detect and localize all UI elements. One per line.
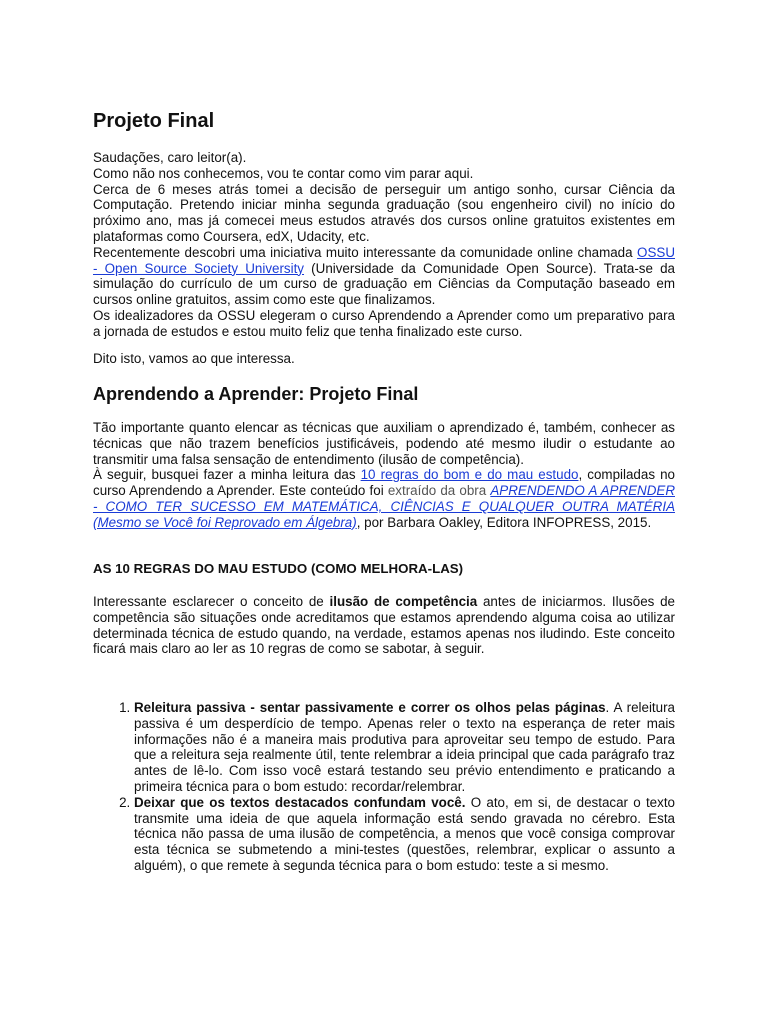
ossu-text-after: (Universidade da Comunidade Open Source). Trata-se da simulação do currículo de um curso de graduação em Ciências da Computação baseado em cursos online gratuitos, assim como este que finalizamos.	[93, 260, 676, 308]
ossu-text-before: Recentemente descobri uma iniciativa muito interessante da comunidade online chamada	[93, 244, 638, 260]
intro-line: Como não nos conhecemos, vou te contar como vim parar aqui.	[93, 165, 474, 181]
ossu-course-paragraph: Os idealizadores da OSSU elegeram o curso Aprendendo a Aprender como um preparativo para a jornada de estudos e estou muito feliz que tenha finalizado este curso.	[93, 307, 675, 339]
section2-body	[93, 420, 675, 531]
rule-title: Deixar que os textos destacados confundam você.	[134, 794, 466, 810]
rule-text: . A releitura passiva é um desperdício de tempo. Apenas reler o texto na esperança de reter mais informações não é a maneira mais produtiva para aproveitar seu tempo de estudo. Para que a releitura seja realmente útil, tente relembrar a ideia principal que cada parágrafo traz antes de lê-lo. Com isso você estará testando seu prévio entendimento e praticando a primeira técnica para o bom estudo: recordar/relembrar.	[134, 700, 675, 794]
transition-line: Dito isto, vamos ao que interessa.	[93, 351, 295, 366]
ossu-paragraph	[93, 245, 675, 308]
illusion-text-after: antes de iniciarmos. Ilusões de competência são situações onde acreditamos que estamos aprendendo alguma coisa ao utilizar determinada técnica de estudo quando, na verdade, estamos apenas nos iludindo. Este conceito ficará mais claro ao ler as 10 regras de como se sabotar, à seguir.	[93, 594, 676, 657]
illusion-term: ilusão de competência	[329, 594, 478, 609]
book-link[interactable]: APRENDENDO A APRENDER - COMO TER SUCESSO EM MATEMÁTICA, CIÊNCIAS E QUALQUER OUTRA MATÉRIA (Mesmo se Você foi Reprovado em Álgebra)	[93, 483, 675, 530]
rules-text-before: À seguir, busquei fazer a minha leitura das	[93, 467, 361, 483]
greeting: Saudações, caro leitor(a).	[93, 150, 247, 165]
section-heading-10-rules: AS 10 REGRAS DO MAU ESTUDO (COMO MELHORA-LAS)	[93, 561, 464, 576]
rules-text-after: , por Barbara Oakley, Editora INFOPRESS, 2015.	[356, 514, 652, 530]
illusion-paragraph	[93, 594, 675, 657]
list-item	[134, 700, 675, 795]
intro-section	[93, 150, 675, 340]
rules-paragraph	[93, 467, 675, 530]
rules-text-mid: , compiladas no curso Aprendendo a Aprender. Este conteúdo foi	[93, 467, 675, 499]
rules-list	[93, 700, 675, 874]
extracted-text: extraído da obra	[387, 483, 487, 499]
rule-title: Releitura passiva - sentar passivamente e correr os olhos pelas páginas	[134, 700, 606, 715]
list-item	[134, 795, 675, 874]
ossu-link[interactable]: OSSU - Open Source Society University	[93, 244, 675, 276]
intro-paragraph: Cerca de 6 meses atrás tomei a decisão de perseguir um antigo sonho, cursar Ciência da Computação. Pretendo iniciar minha segunda graduação (sou engenheiro civil) no início do próximo ano, mas já comecei meus estudos através dos cursos online gratuitos existentes em plataformas como Coursera, edX, Udacity, etc.	[93, 181, 675, 244]
competence-paragraph: Tão importante quanto elencar as técnicas que auxiliam o aprendizado é, também, conhecer as técnicas que não trazem benefícios justificáveis, podendo até mesmo iludir o estudante ao transmitir uma falsa sensação de entendimento (ilusão de competência).	[93, 420, 675, 467]
section-heading-aprendendo: Aprendendo a Aprender: Projeto Final	[93, 384, 419, 404]
illusion-text-before: Interessante esclarecer o conceito de	[93, 594, 330, 609]
rule-text: O ato, em si, de destacar o texto transmite uma ideia de que aquela informação está sendo gravada no cérebro. Esta técnica não passa de uma ilusão de competência, a menos que você consiga comprovar esta técnica se submetendo a mini-testes (questões, relembrar, explicar o assunto a alguém), o que remete à segunda técnica para o bom estudo: teste a si mesmo.	[134, 794, 675, 873]
page-title: Projeto Final	[93, 110, 215, 132]
rules-link[interactable]: 10 regras do bom e do mau estudo	[360, 467, 579, 483]
